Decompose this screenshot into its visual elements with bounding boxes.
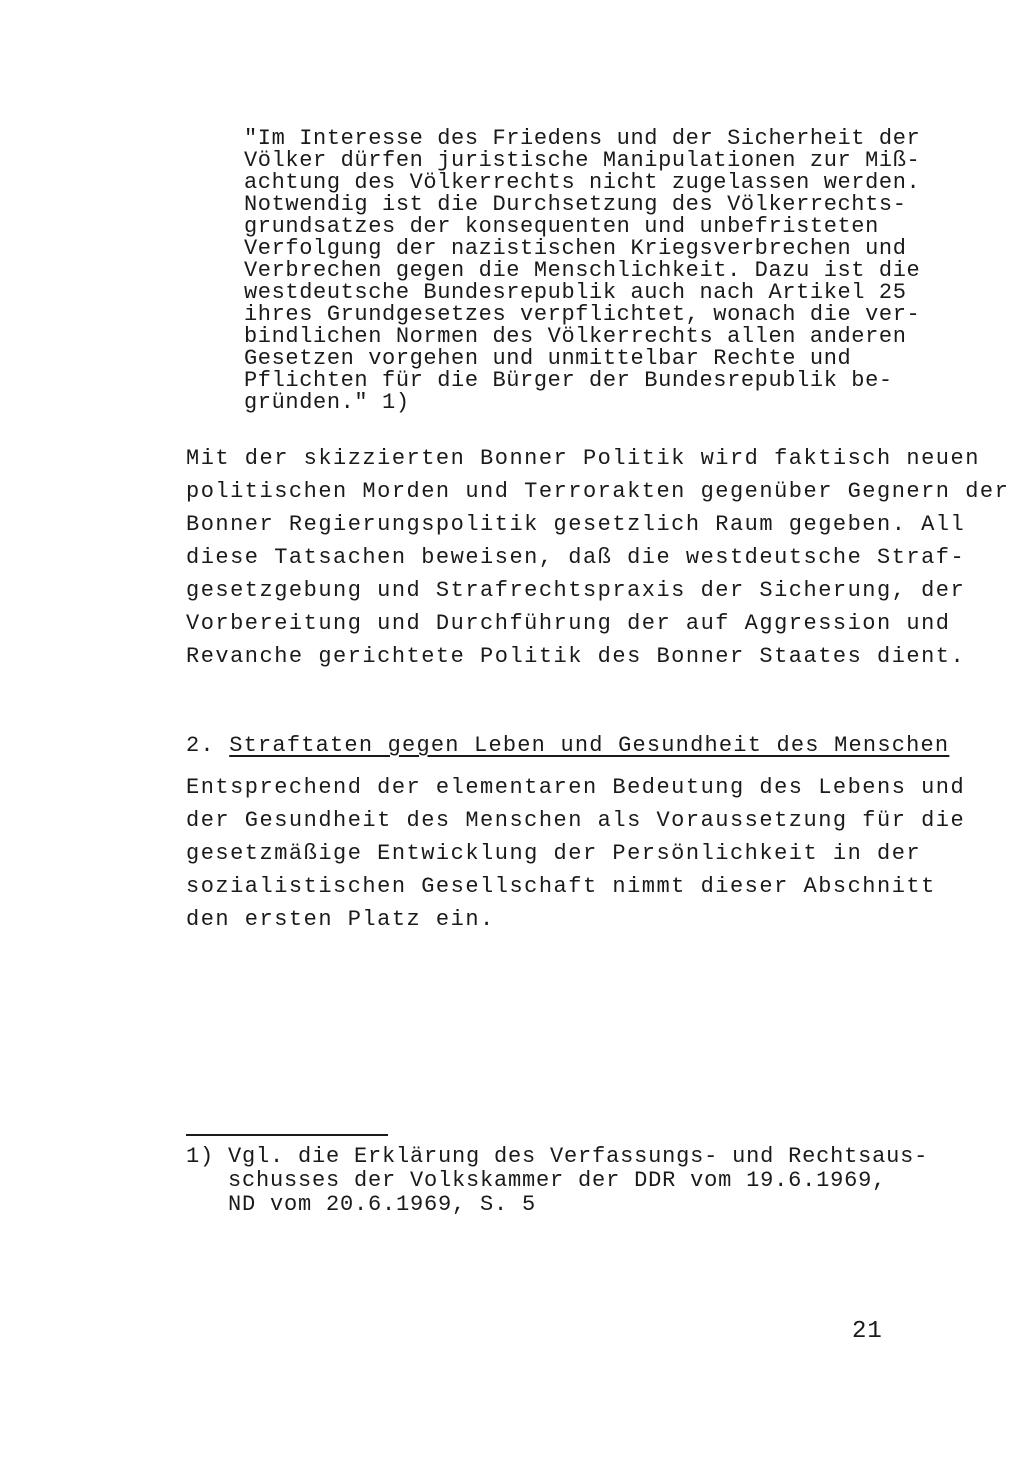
quote-line: westdeutsche Bundesrepublik auch nach Artikel 25 <box>244 280 907 305</box>
footnote-line: schusses der Volkskammer der DDR vom 19.6.1969, <box>186 1168 887 1193</box>
paragraph-line: Vorbereitung und Durchführung der auf Aggression und <box>186 611 951 636</box>
quote-line: Gesetzen vorgehen und unmittelbar Rechte und <box>244 346 852 371</box>
section-heading <box>186 733 949 759</box>
quote-line: achtung des Völkerrechts nicht zugelassen werden. <box>244 170 921 195</box>
paragraph-line: sozialistischen Gesellschaft nimmt dieser Abschnitt <box>186 874 936 899</box>
paragraph-line: Entsprechend der elementaren Bedeutung des Lebens und <box>186 775 966 800</box>
paragraph-line: Mit der skizzierten Bonner Politik wird faktisch neuen <box>186 446 980 471</box>
quote-line: Notwendig ist die Durchsetzung des Völkerrechts- <box>244 192 907 217</box>
quote-line: Völker dürfen juristische Manipulationen zur Miß- <box>244 148 921 173</box>
quote-line: bindlichen Normen des Völkerrechts allen anderen <box>244 324 907 349</box>
quote-line: Verfolgung der nazistischen Kriegsverbrechen und <box>244 236 907 261</box>
quote-line: Pflichten für die Bürger der Bundesrepublik be- <box>244 368 893 393</box>
quote-line: grundsatzes der konsequenten und unbefristeten <box>244 214 879 239</box>
paragraph-line: gesetzmäßige Entwicklung der Persönlichkeit in der <box>186 841 922 866</box>
paragraph-line: gesetzgebung und Strafrechtspraxis der Sicherung, der <box>186 578 966 603</box>
paragraph-line: politischen Morden und Terrorakten gegenüber Gegnern der <box>186 479 1010 504</box>
section-title: Straftaten gegen Leben und Gesundheit des Menschen <box>229 733 950 758</box>
quote-line: ihres Grundgesetzes verpflichtet, wonach die ver- <box>244 302 921 327</box>
page-number: 21 <box>852 1318 883 1345</box>
paragraph-line: diese Tatsachen beweisen, daß die westdeutsche Straf- <box>186 545 966 570</box>
quote-line: "Im Interesse des Friedens und der Sicherheit der <box>244 126 921 151</box>
footnote-line: ND vom 20.6.1969, S. 5 <box>186 1192 537 1217</box>
section-number: 2. <box>186 733 215 758</box>
paragraph-line: den ersten Platz ein. <box>186 907 495 932</box>
footnote-divider <box>186 1134 388 1136</box>
quote-line: gründen." 1) <box>244 390 410 415</box>
footnote-line: 1) Vgl. die Erklärung des Verfassungs- und Rechtsaus- <box>186 1144 929 1169</box>
paragraph-line: Bonner Regierungspolitik gesetzlich Raum gegeben. All <box>186 512 966 537</box>
paragraph-line: Revanche gerichtete Politik des Bonner Staates dient. <box>186 644 966 669</box>
quote-line: Verbrechen gegen die Menschlichkeit. Dazu ist die <box>244 258 921 283</box>
paragraph-line: der Gesundheit des Menschen als Voraussetzung für die <box>186 808 966 833</box>
